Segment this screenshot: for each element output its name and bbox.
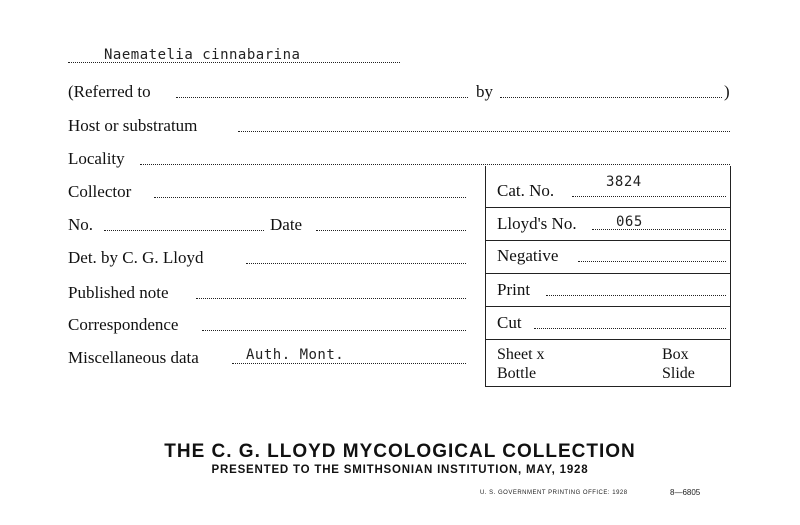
negative-line (578, 261, 726, 262)
form-code: 8—6805 (670, 488, 701, 497)
by-label: by (476, 82, 493, 101)
bottle-label: Bottle (497, 365, 537, 382)
cut-line (534, 328, 726, 329)
cat-label: Cat. No. (497, 181, 555, 200)
host-label: Host or substratum (68, 116, 198, 135)
date-label: Date (270, 215, 303, 234)
referred-to-label: (Referred to (68, 82, 151, 101)
lloyd-value: 065 (616, 214, 643, 230)
referred-to-line (176, 97, 468, 98)
no-line (104, 230, 264, 231)
misc-value: Auth. Mont. (246, 347, 345, 363)
collector-label: Collector (68, 182, 132, 201)
misc-line (232, 363, 466, 364)
published-label: Published note (68, 283, 169, 302)
box-left-border (485, 166, 486, 386)
lloyd-line (592, 229, 726, 230)
det-line (246, 263, 466, 264)
box-rule-2 (485, 240, 731, 241)
det-label: Det. by C. G. Lloyd (68, 248, 204, 267)
collection-title: THE C. G. LLOYD MYCOLOGICAL COLLECTION (164, 441, 636, 462)
locality-label: Locality (68, 149, 125, 168)
no-label: No. (68, 215, 94, 234)
published-line (196, 298, 466, 299)
host-line (238, 131, 730, 132)
collector-line (154, 197, 466, 198)
correspondence-label: Correspondence (68, 315, 179, 334)
printing-office-note: U. S. GOVERNMENT PRINTING OFFICE: 1928 (480, 490, 628, 496)
slide-label: Slide (662, 365, 695, 382)
box-rule-3 (485, 273, 731, 274)
locality-line (140, 164, 730, 165)
print-line (546, 295, 726, 296)
lloyd-label: Lloyd's No. (497, 214, 577, 233)
box-right-border (730, 166, 731, 386)
cat-line (572, 196, 726, 197)
misc-label: Miscellaneous data (68, 348, 199, 367)
correspondence-line (202, 330, 466, 331)
by-line (500, 97, 722, 98)
box-bottom-border (485, 386, 731, 387)
cat-value: 3824 (606, 174, 642, 190)
box-rule-5 (485, 339, 731, 340)
sheet-label: Sheet x (497, 346, 545, 363)
date-line (316, 230, 466, 231)
collection-subtitle: PRESENTED TO THE SMITHSONIAN INSTITUTION, MAY, 1928 (211, 464, 589, 476)
cut-label: Cut (497, 313, 522, 332)
species-name: Naematelia cinnabarina (104, 47, 301, 63)
close-paren: ) (724, 82, 730, 101)
negative-label: Negative (497, 246, 559, 265)
box-rule-1 (485, 207, 731, 208)
print-label: Print (497, 280, 531, 299)
box-rule-4 (485, 306, 731, 307)
box-label: Box (662, 346, 689, 363)
